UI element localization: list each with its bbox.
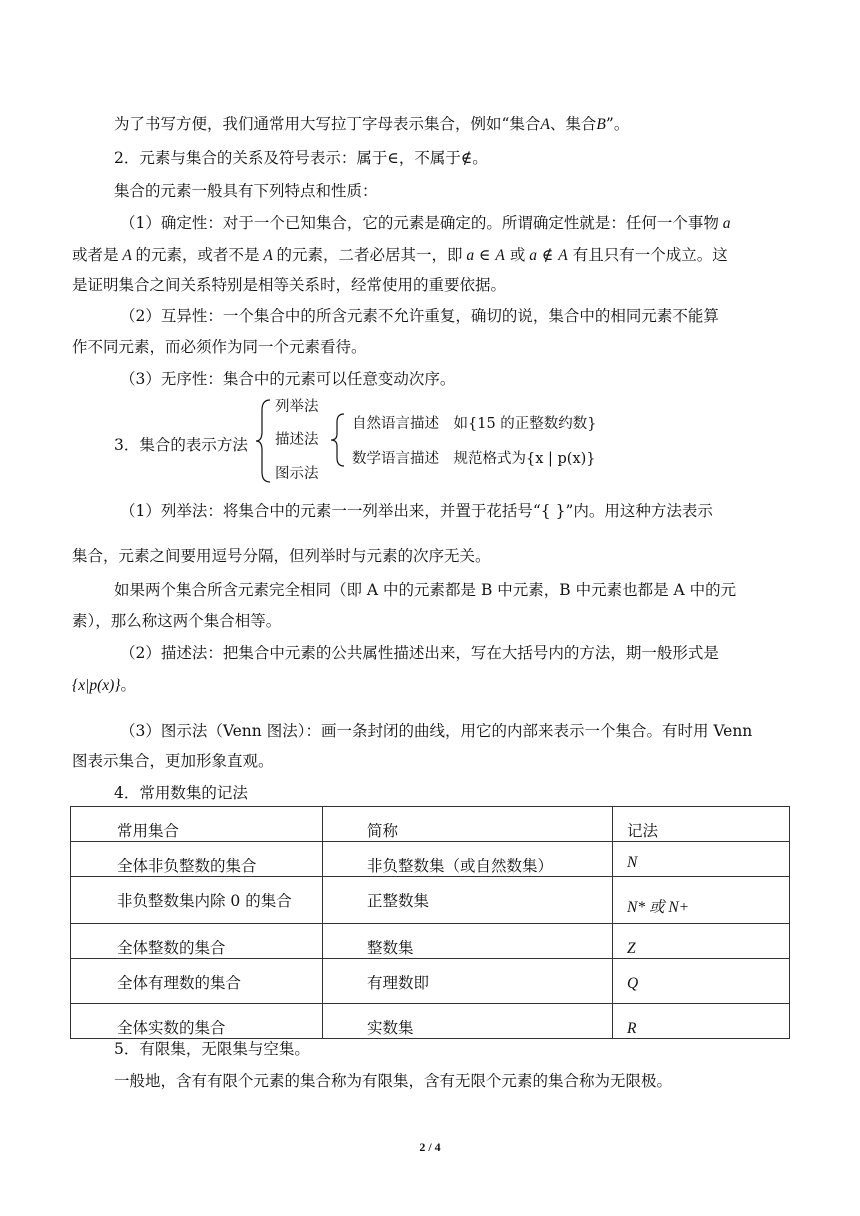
equal-sets-line-2: 素），那么称这两个集合相等。 (72, 612, 282, 630)
outer-brace-icon (255, 398, 273, 484)
section-4-heading: 4．常用数集的记法 (114, 784, 248, 802)
page-number: 2 / 4 (419, 1140, 441, 1154)
method-description: 描述法 (275, 432, 319, 448)
property-3: （3）无序性：集合中的元素可以任意变动次序。 (120, 370, 456, 388)
venn-method-line-1: （3）图示法（Venn 图法）：画一条封闭的曲线，用它的内部来表示一个集合。有时用 Venn (120, 722, 753, 740)
method-list: 列举法 (275, 399, 319, 415)
table-header-row (71, 807, 790, 842)
table-row (71, 877, 790, 924)
table-cell: 非负整数集内除 0 的集合 (71, 877, 323, 924)
method-diagram: 图示法 (275, 466, 319, 482)
table-header-cell: 常用集合 (71, 807, 323, 842)
paragraph-notation: 为了书写方便，我们通常用大写拉丁字母表示集合，例如“集合A、集合B”。 (114, 115, 630, 133)
table-cell: Z (613, 924, 790, 959)
description-method-line-1: （2）描述法：把集合中元素的公共属性描述出来，写在大括号内的方法，期一般形式是 (120, 644, 719, 662)
description-natural: 自然语言描述 如{15 的正整数约数} (352, 416, 597, 432)
section-5-heading: 5．有限集，无限集与空集。 (114, 1040, 310, 1058)
table-cell: 整数集 (323, 924, 613, 959)
table-cell: 全体整数的集合 (71, 924, 323, 959)
description-math: 数学语言描述 规范格式为{x | p(x)} (352, 451, 596, 467)
inner-brace-icon (330, 412, 346, 468)
table-row (71, 842, 790, 877)
description-method-line-2: {x|p(x)}。 (72, 676, 137, 694)
list-method-line-2: 集合，元素之间要用逗号分隔，但列举时与元素的次序无关。 (72, 547, 491, 565)
table-cell: 有理数即 (323, 959, 613, 1004)
table-row (71, 959, 790, 1004)
section-5-text: 一般地，含有有限个元素的集合称为有限集，含有无限个元素的集合称为无限极。 (114, 1072, 673, 1090)
table-cell: 正整数集 (323, 877, 613, 924)
properties-intro: 集合的元素一般具有下列特点和性质： (114, 182, 378, 200)
equal-sets-line-1: 如果两个集合所含元素完全相同（即 A 中的元素都是 B 中元素，B 中元素也都是 A 中的元 (114, 581, 737, 599)
section-2-heading: 2．元素与集合的关系及符号表示：属于∈，不属于∉。 (114, 149, 488, 167)
table-cell: 实数集 (323, 1004, 613, 1039)
table-header-cell: 记法 (613, 807, 790, 842)
table-cell: 全体非负整数的集合 (71, 842, 323, 877)
section-3-label: 3．集合的表示方法 (114, 436, 248, 454)
number-sets-table (70, 806, 790, 1039)
property-1-line-2: 或者是 A 的元素，或者不是 A 的元素，二者必居其一，即 a ∈ A 或 a ∉ A 有且只有一个成立。这 (72, 246, 728, 264)
property-2-line-1: （2）互异性：一个集合中的所含元素不允许重复，确切的说，集合中的相同元素不能算 (120, 307, 719, 325)
table-cell: R (613, 1004, 790, 1039)
table-row (71, 924, 790, 959)
table-cell: Q (613, 959, 790, 1004)
table-cell: 全体实数的集合 (71, 1004, 323, 1039)
table-cell: N* 或 N+ (613, 877, 790, 924)
property-1-line-1: （1）确定性：对于一个已知集合，它的元素是确定的。所谓确定性就是：任何一个事物 a (120, 214, 731, 232)
property-2-line-2: 作不同元素，而必须作为同一个元素看待。 (72, 338, 367, 356)
venn-method-line-2: 图表示集合，更加形象直观。 (72, 752, 274, 770)
list-method-line-1: （1）列举法：将集合中的元素一一列举出来，并置于花括号“{ }”内。用这种方法表示 (120, 502, 713, 520)
table-cell: 非负整数集（或自然数集） (323, 842, 613, 877)
table-cell: 全体有理数的集合 (71, 959, 323, 1004)
table-cell: N (613, 842, 790, 877)
table-header-cell: 简称 (323, 807, 613, 842)
property-1-line-3: 是证明集合之间关系特别是相等关系时，经常使用的重要依据。 (72, 276, 507, 294)
